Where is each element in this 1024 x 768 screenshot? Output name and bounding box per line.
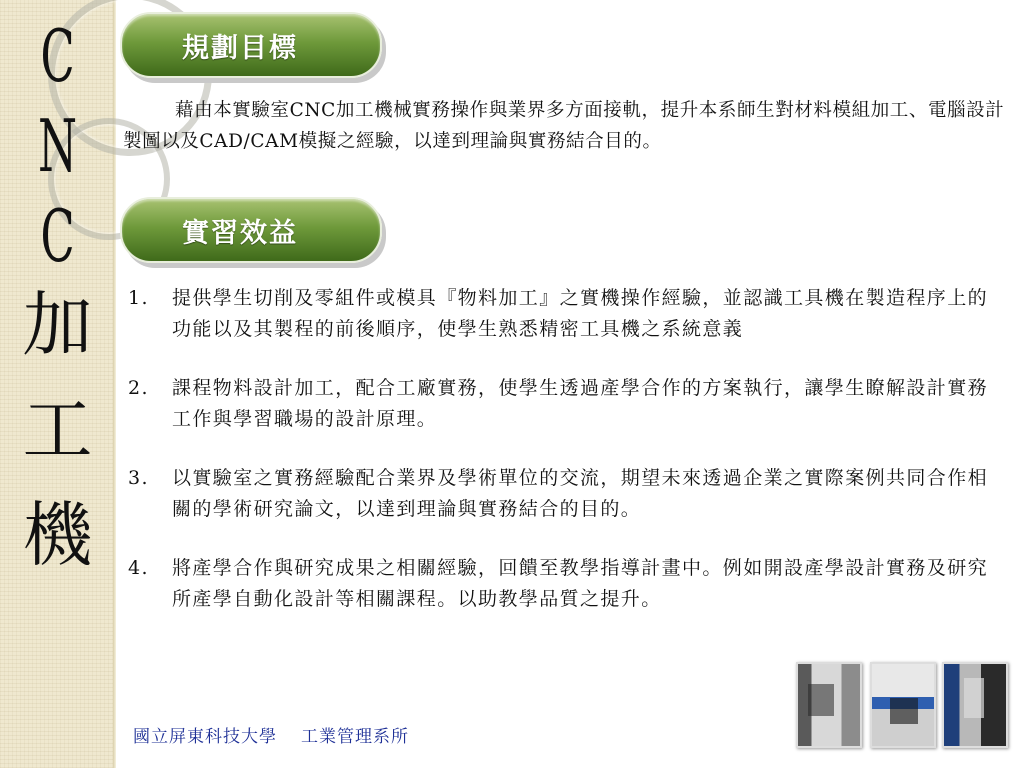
benefit-item	[128, 463, 998, 525]
benefit-heading: 實習效益	[182, 217, 298, 249]
footer-credit	[133, 722, 409, 747]
benefit-list	[128, 283, 998, 615]
vertical-title-char: N	[37, 104, 78, 188]
benefit-number: 3.	[128, 467, 149, 489]
footer-department: 工業管理系所	[301, 727, 409, 747]
goal-paragraph: 藉由本實驗室CNC加工機械實務操作與業界多方面接軌，提升本系師生對材料模組加工、電腦設計製圖以及CAD/CAM模擬之經驗，以達到理論與實務結合目的。	[123, 100, 1005, 152]
goal-heading-pill	[120, 12, 382, 78]
vertical-title-char: 工	[22, 389, 93, 471]
vertical-title	[0, 14, 115, 605]
benefit-text: 將產學合作與研究成果之相關經驗，回饋至教學指導計畫中。例如開設產學設計實務及研究所產學自動化設計等相關課程。以助教學品質之提升。	[172, 557, 989, 610]
goal-heading: 規劃目標	[182, 32, 298, 64]
benefit-number: 2.	[128, 377, 149, 399]
benefit-number: 1.	[128, 287, 149, 309]
benefit-text: 課程物料設計加工，配合工廠實務，使學生透過產學合作的方案執行，讓學生瞭解設計實務工作與學習職場的設計原理。	[172, 377, 989, 430]
cnc-machine-photo	[870, 662, 936, 748]
benefit-text: 以實驗室之實務經驗配合業界及學術單位的交流，期望未來透過企業之實際案例共同合作相關的學術研究論文，以達到理論與實務結合的目的。	[172, 467, 989, 520]
benefit-item	[128, 373, 998, 435]
vertical-title-char: 機	[22, 494, 93, 576]
cnc-machine-photo	[942, 662, 1008, 748]
benefit-text: 提供學生切削及零組件或模具『物料加工』之實機操作經驗，並認識工具機在製造程序上的功能以及其製程的前後順序，使學生熟悉精密工具機之系統意義	[172, 287, 989, 340]
benefit-heading-pill	[120, 197, 382, 263]
vertical-title-char: 加	[22, 284, 93, 366]
vertical-title-char: C	[40, 194, 75, 278]
cnc-machine-photo	[796, 662, 862, 748]
benefit-item	[128, 553, 998, 615]
footer-school: 國立屏東科技大學	[133, 727, 277, 747]
benefit-number: 4.	[128, 557, 149, 579]
vertical-title-char: C	[40, 14, 75, 98]
benefit-item	[128, 283, 998, 345]
